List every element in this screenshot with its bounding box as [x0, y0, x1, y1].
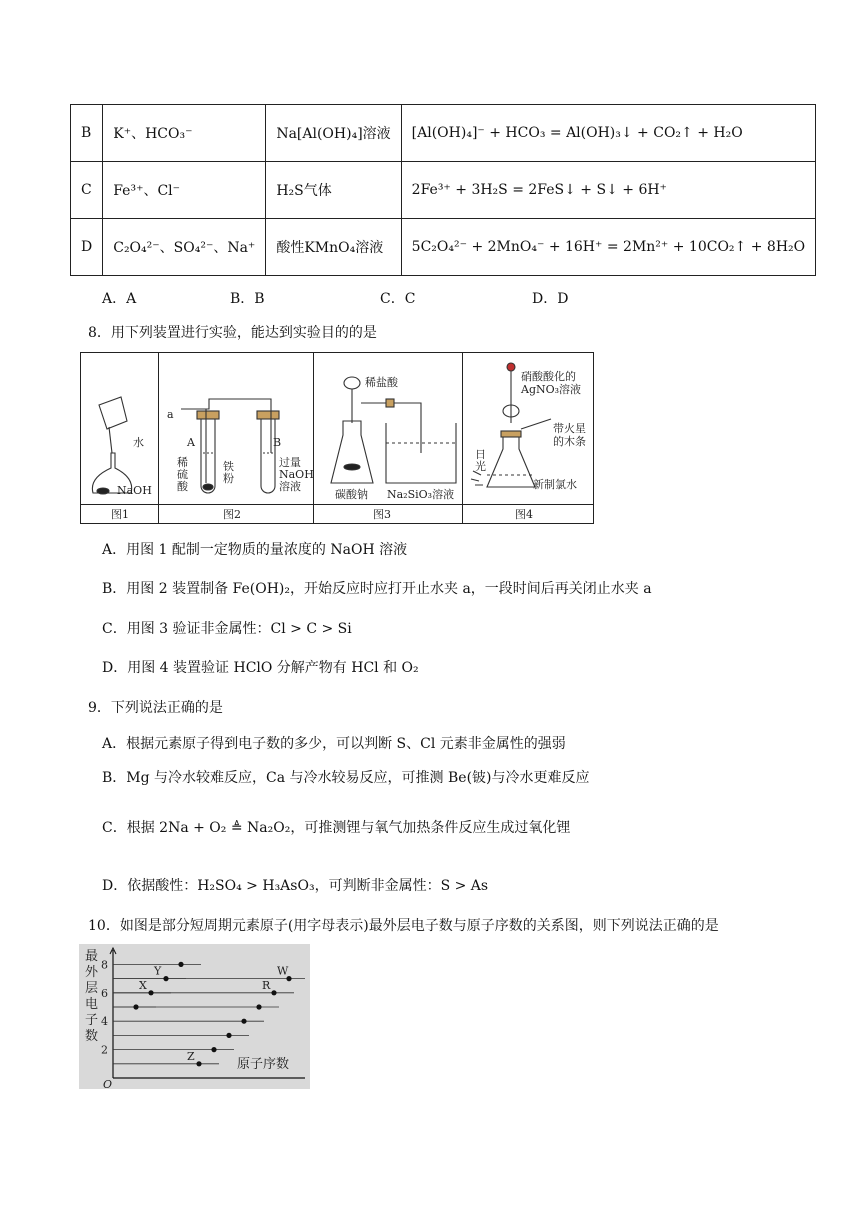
option-d[interactable]: D．D [532, 291, 569, 307]
data-point [241, 1019, 246, 1024]
q9-option-d[interactable]: D．依据酸性：H₂SO₄ > H₃AsO₃，可判断非金属性：S > As [102, 878, 489, 894]
y-tick-label: 4 [101, 1015, 108, 1029]
row-reagent: Na[Al(OH)₄]溶液 [266, 105, 401, 162]
row-equation: [Al(OH)₄]⁻ + HCO₃ = Al(OH)₃↓ + CO₂↑ + H₂O [401, 105, 815, 162]
fig2-label-excess: 过量 [279, 456, 301, 469]
q8-option-d[interactable]: D．用图 4 装置验证 HClO 分解产物有 HCl 和 O₂ [102, 660, 419, 676]
data-point [211, 1047, 216, 1052]
y-label-char: 最 [85, 949, 99, 964]
q8-stem: 8．用下列装置进行实验，能达到实验目的的是 [88, 325, 377, 341]
point-label: Y [154, 964, 162, 978]
origin-label: O [103, 1078, 113, 1089]
fig3-label-na2sio3: Na₂SiO₃溶液 [387, 488, 455, 501]
fig4-label-chlorine-water: 新制氯水 [533, 478, 577, 491]
q9-stem: 9．下列说法正确的是 [88, 700, 223, 716]
y-label-char: 子 [85, 1013, 99, 1028]
fig4-label-sun: 日 [475, 448, 486, 461]
point-label: Z [187, 1049, 195, 1063]
fig2-label-a: a [167, 408, 174, 421]
y-label-char: 外 [85, 965, 99, 980]
x-axis-label: 原子序数 [237, 1057, 290, 1072]
fig4-label-agno3: AgNO₃溶液 [521, 383, 582, 396]
fig2-label-dilute: 稀 [177, 456, 188, 469]
chart-svg [79, 944, 310, 1089]
fig2-caption: 图2 [223, 508, 241, 521]
table-row [71, 162, 816, 219]
fig2-label-sulfuric: 硫 [177, 468, 188, 481]
fig3-caption: 图3 [373, 508, 391, 521]
table-row [71, 219, 816, 276]
q9-option-c[interactable]: C．根据 2Na + O₂ ≜ Na₂O₂，可推测锂与氧气加热条件反应生成过氧化锂 [102, 820, 571, 836]
table-row [71, 105, 816, 162]
fig1-label-water: 水 [133, 436, 144, 449]
row-reagent: H₂S气体 [266, 162, 401, 219]
fig1-caption: 图1 [111, 508, 129, 521]
fig2-label-tube-a: A [187, 436, 195, 449]
fig2-label-naoh: NaOH [279, 468, 314, 481]
fig4-label-acidified: 硝酸酸化的 [521, 370, 576, 383]
row-ions: C₂O₄²⁻、SO₄²⁻、Na⁺ [103, 219, 266, 276]
y-label-char: 层 [85, 981, 99, 996]
row-reagent: 酸性KMnO₄溶液 [266, 219, 401, 276]
fig2-label-iron: 铁 [223, 460, 234, 473]
q8-option-b[interactable]: B．用图 2 装置制备 Fe(OH)₂，开始反应时应打开止水夹 a，一段时间后再关闭止水夹 a [102, 581, 652, 597]
data-point [148, 990, 153, 995]
fig2-label-acid: 酸 [177, 480, 188, 493]
q8-option-c[interactable]: C．用图 3 验证非金属性：Cl > C > Si [102, 621, 352, 637]
q10-chart [79, 944, 310, 1089]
point-label: X [139, 978, 147, 992]
data-point [271, 990, 276, 995]
y-tick-label: 2 [101, 1043, 108, 1057]
data-point [256, 1004, 261, 1009]
y-label-char: 数 [85, 1029, 99, 1044]
q10-stem: 10．如图是部分短周期元素原子(用字母表示)最外层电子数与原子序数的关系图，则下列说法正确的是 [88, 918, 719, 934]
fig4-label-light: 光 [475, 460, 486, 473]
fig4-label-splint2: 的木条 [553, 435, 586, 448]
q8-option-a[interactable]: A．用图 1 配制一定物质的量浓度的 NaOH 溶液 [102, 542, 408, 558]
q9-option-a[interactable]: A．根据元素原子得到电子数的多少，可以判断 S、Cl 元素非金属性的强弱 [102, 736, 566, 752]
point-label: R [262, 978, 271, 992]
fig4-label-splint: 带火星 [553, 422, 586, 435]
row-equation: 5C₂O₄²⁻ + 2MnO₄⁻ + 16H⁺ = 2Mn²⁺ + 10CO₂↑ + 8H₂O [401, 219, 815, 276]
option-c[interactable]: C．C [380, 291, 416, 307]
fig2-label-powder: 粉 [223, 472, 234, 485]
q7-options [102, 288, 802, 308]
data-point [163, 976, 168, 981]
fig3-label-na2co3: 碳酸钠 [335, 488, 368, 501]
data-point [196, 1061, 201, 1066]
fig2-label-tube-b: B [273, 436, 282, 449]
fig2-label-solution: 溶液 [279, 480, 301, 493]
data-point [133, 1004, 138, 1009]
row-ions: K⁺、HCO₃⁻ [103, 105, 266, 162]
fig3-label-hcl: 稀盐酸 [365, 376, 398, 389]
fig1-label-naoh: NaOH [117, 484, 152, 497]
data-point [226, 1033, 231, 1038]
data-point [178, 962, 183, 967]
row-key: C [71, 162, 103, 219]
row-key: D [71, 219, 103, 276]
q8-apparatus-figure [80, 352, 594, 524]
row-equation: 2Fe³⁺ + 3H₂S = 2FeS↓ + S↓ + 6H⁺ [401, 162, 815, 219]
ion-table [70, 104, 816, 276]
row-ions: Fe³⁺、Cl⁻ [103, 162, 266, 219]
y-label-char: 电 [85, 997, 99, 1012]
point-label: W [277, 964, 289, 978]
option-a[interactable]: A．A [102, 291, 137, 307]
apparatus-drawings [81, 353, 593, 504]
y-tick-label: 6 [101, 986, 108, 1000]
q9-option-b[interactable]: B．Mg 与冷水较难反应，Ca 与冷水较易反应，可推测 Be(铍)与冷水更难反应 [102, 770, 590, 786]
row-key: B [71, 105, 103, 162]
option-b[interactable]: B．B [230, 291, 265, 307]
y-tick-label: 8 [101, 958, 108, 972]
fig4-caption: 图4 [515, 508, 533, 521]
